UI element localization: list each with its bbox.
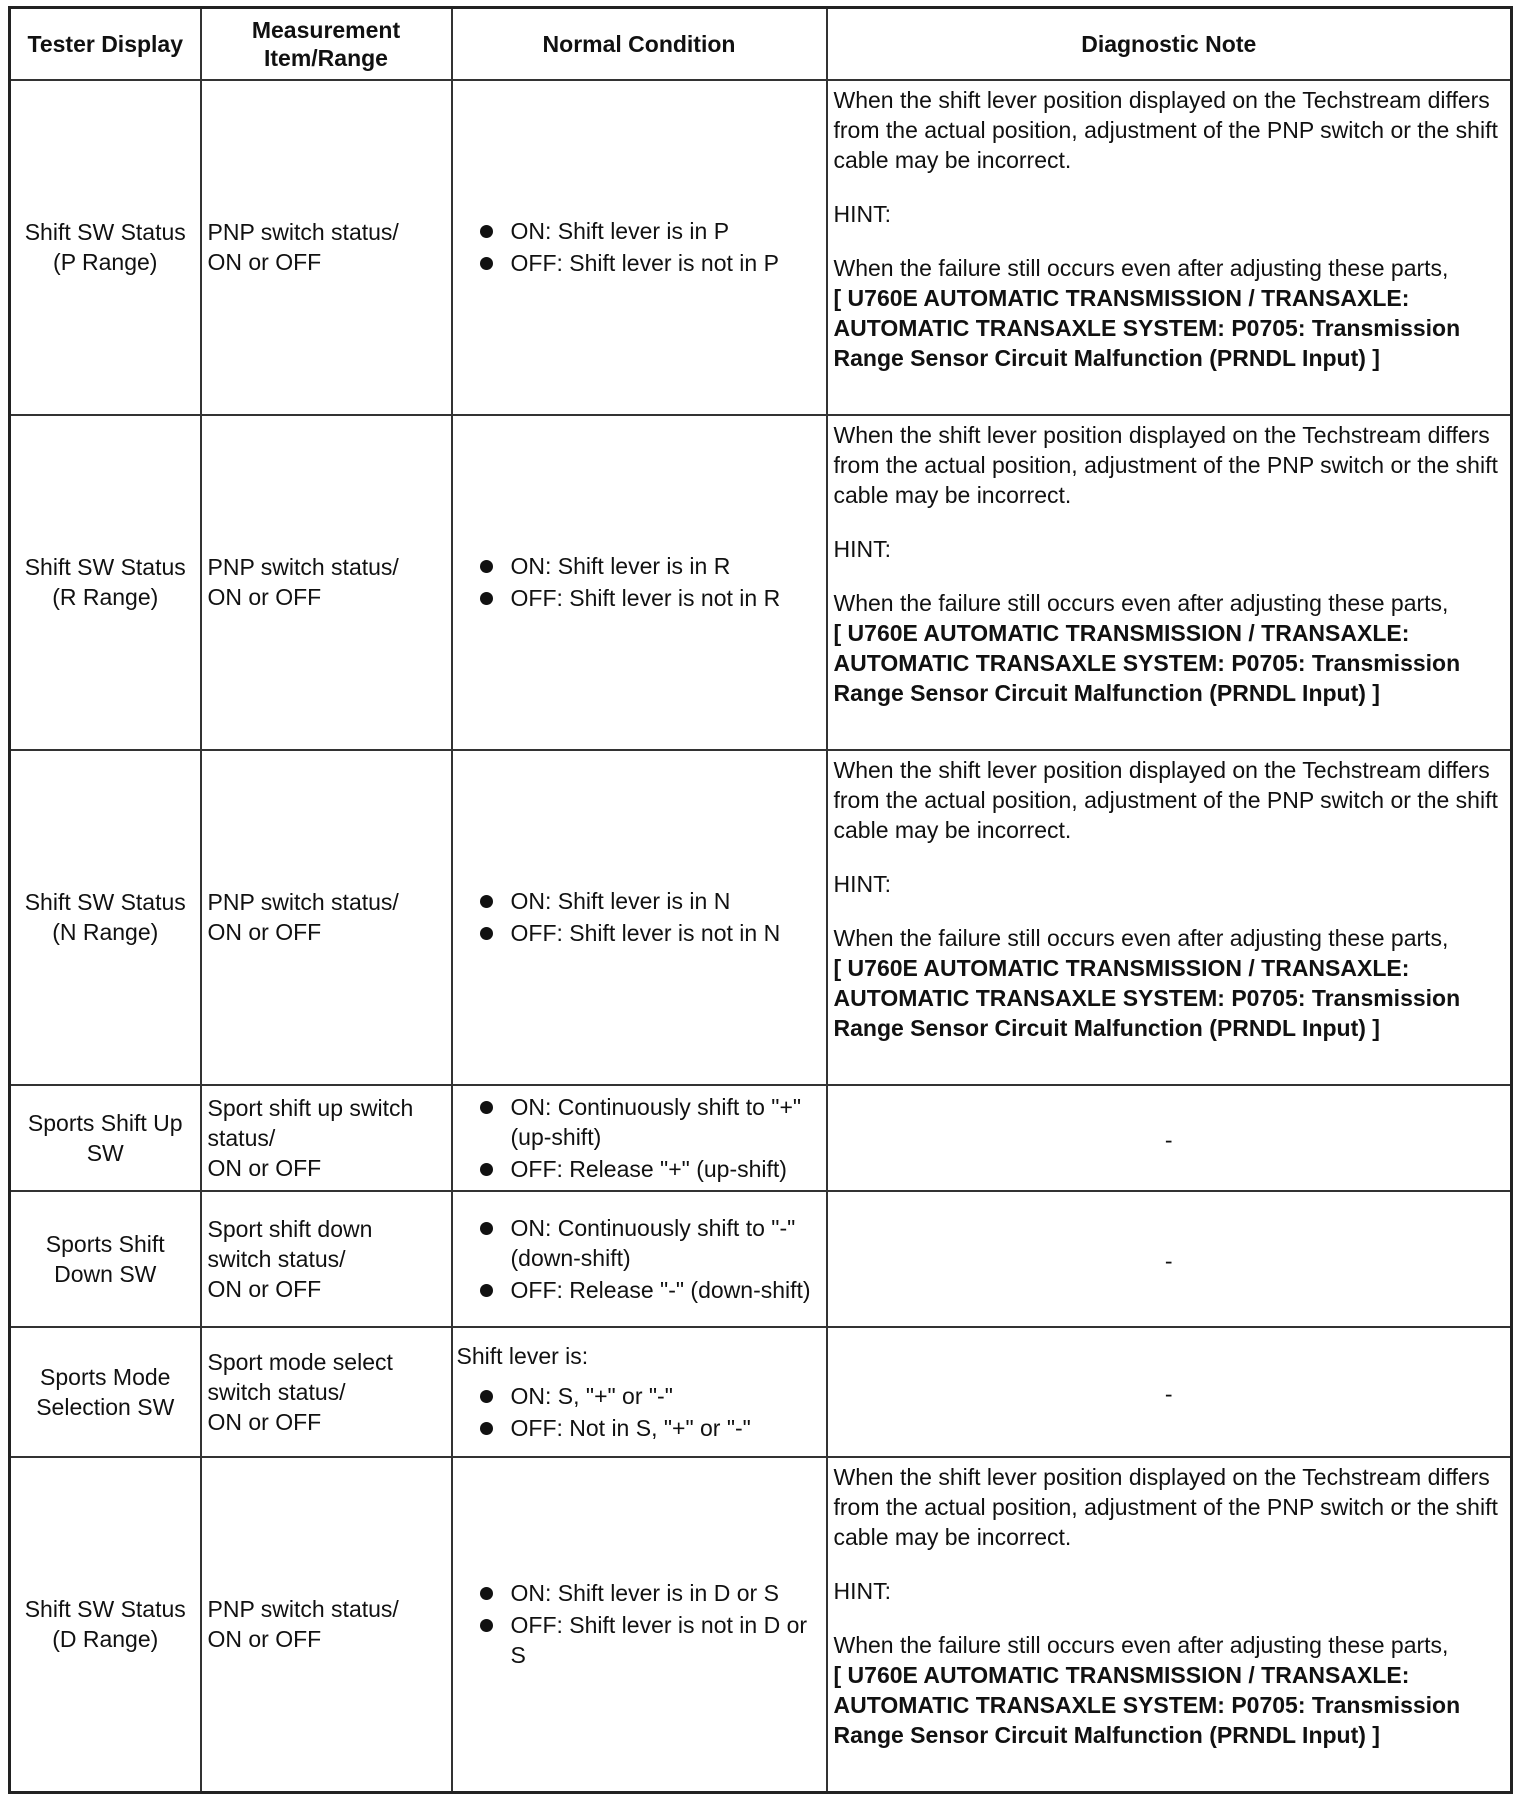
condition-item bbox=[457, 1275, 820, 1305]
note-paragraph: When the failure still occurs even after adjusting these parts, bbox=[833, 589, 1449, 616]
condition-item bbox=[457, 1154, 820, 1184]
table-row bbox=[10, 1191, 1512, 1327]
condition-text: ON: Shift lever is in P bbox=[510, 218, 730, 244]
condition-text: OFF: Shift lever is not in N bbox=[510, 920, 781, 946]
bullet-icon bbox=[480, 1422, 493, 1435]
bullet-icon bbox=[480, 257, 493, 270]
header-diagnostic-note: Diagnostic Note bbox=[827, 8, 1512, 80]
bullet-icon bbox=[480, 1101, 493, 1114]
hint-label: HINT: bbox=[833, 535, 891, 562]
diagnostic-note-cell: - bbox=[827, 1085, 1512, 1191]
header-row bbox=[10, 8, 1512, 80]
tester-display-cell: Sports Shift Down SW bbox=[10, 1191, 201, 1327]
tester-display-cell: Shift SW Status (P Range) bbox=[10, 80, 201, 415]
condition-item bbox=[457, 1092, 820, 1152]
condition-text: ON: Shift lever is in D or S bbox=[510, 1580, 779, 1607]
condition-text: ON: Continuously shift to "-" (down-shift) bbox=[510, 1214, 796, 1271]
condition-item bbox=[457, 1381, 820, 1411]
condition-item bbox=[457, 551, 820, 581]
measurement-cell: Sport shift up switch status/ ON or OFF bbox=[201, 1085, 452, 1191]
normal-condition-cell bbox=[452, 80, 827, 415]
condition-list bbox=[457, 551, 820, 613]
bullet-icon bbox=[480, 1619, 493, 1632]
tester-display-cell: Shift SW Status (D Range) bbox=[10, 1457, 201, 1793]
note-paragraph: When the shift lever position displayed on the Techstream differs from the actual position, adjustment of the PNP switch or the shift cable may be incorrect. bbox=[833, 1463, 1498, 1550]
diagnostic-note-cell bbox=[827, 415, 1512, 750]
condition-item bbox=[457, 1413, 820, 1443]
table-row bbox=[10, 1327, 1512, 1457]
condition-item bbox=[457, 583, 820, 613]
condition-text: OFF: Shift lever is not in D or S bbox=[510, 1612, 808, 1669]
condition-intro: Shift lever is: bbox=[456, 1342, 589, 1369]
hint-label: HINT: bbox=[833, 870, 891, 897]
diagnostic-note-cell: - bbox=[827, 1191, 1512, 1327]
table-row bbox=[10, 1085, 1512, 1191]
bullet-icon bbox=[480, 895, 493, 908]
condition-text: ON: Shift lever is in N bbox=[510, 888, 731, 914]
condition-list bbox=[457, 1578, 820, 1670]
condition-list bbox=[457, 1092, 820, 1184]
measurement-cell: Sport mode select switch status/ ON or OFF bbox=[201, 1327, 452, 1457]
bullet-icon bbox=[480, 1222, 493, 1235]
normal-condition-cell bbox=[452, 415, 827, 750]
header-tester-display: Tester Display bbox=[10, 8, 201, 80]
condition-text: OFF: Release "+" (up-shift) bbox=[510, 1155, 787, 1182]
note-paragraph: When the shift lever position displayed on the Techstream differs from the actual position, adjustment of the PNP switch or the shift cable may be incorrect. bbox=[833, 421, 1498, 508]
note-paragraph: When the failure still occurs even after adjusting these parts, bbox=[833, 254, 1449, 281]
condition-text: ON: Shift lever is in R bbox=[510, 553, 731, 579]
normal-condition-cell bbox=[452, 1457, 827, 1793]
related-procedure-link[interactable]: [ U760E AUTOMATIC TRANSMISSION / TRANSAXLE: AUTOMATIC TRANSAXLE SYSTEM: P0705: Transmission Range Sensor Circuit Malfunction (PRNDL Input) ] bbox=[833, 954, 1461, 1041]
diagnostic-note-cell: - bbox=[827, 1327, 1512, 1457]
condition-item bbox=[457, 1213, 820, 1273]
diagnostic-note-cell bbox=[827, 750, 1512, 1085]
diagnostic-note-cell bbox=[827, 1457, 1512, 1793]
condition-item bbox=[457, 248, 820, 278]
condition-list bbox=[457, 1213, 820, 1305]
normal-condition-cell bbox=[452, 1327, 827, 1457]
bullet-icon bbox=[480, 560, 493, 573]
condition-list bbox=[457, 886, 820, 948]
note-paragraph: When the failure still occurs even after adjusting these parts, bbox=[833, 1631, 1449, 1658]
bullet-icon bbox=[480, 1587, 493, 1600]
related-procedure-link[interactable]: [ U760E AUTOMATIC TRANSMISSION / TRANSAXLE: AUTOMATIC TRANSAXLE SYSTEM: P0705: Transmission Range Sensor Circuit Malfunction (PRNDL Input) ] bbox=[833, 619, 1461, 706]
note-paragraph: When the failure still occurs even after adjusting these parts, bbox=[833, 924, 1449, 951]
condition-text: OFF: Not in S, "+" or "-" bbox=[510, 1414, 751, 1441]
condition-item bbox=[457, 1578, 820, 1608]
bullet-icon bbox=[480, 1284, 493, 1297]
table-row bbox=[10, 1457, 1512, 1793]
bullet-icon bbox=[480, 927, 493, 940]
bullet-icon bbox=[480, 592, 493, 605]
condition-item bbox=[457, 918, 820, 948]
normal-condition-cell bbox=[452, 750, 827, 1085]
tester-display-cell: Sports Mode Selection SW bbox=[10, 1327, 201, 1457]
hint-label: HINT: bbox=[833, 200, 891, 227]
header-measurement: Measurement Item/Range bbox=[201, 8, 452, 80]
condition-item bbox=[457, 1610, 820, 1670]
condition-item bbox=[457, 216, 820, 246]
normal-condition-cell bbox=[452, 1085, 827, 1191]
related-procedure-link[interactable]: [ U760E AUTOMATIC TRANSMISSION / TRANSAXLE: AUTOMATIC TRANSAXLE SYSTEM: P0705: Transmission Range Sensor Circuit Malfunction (PRNDL Input) ] bbox=[833, 284, 1461, 371]
table-row bbox=[10, 415, 1512, 750]
bullet-icon bbox=[480, 1390, 493, 1403]
table-row bbox=[10, 80, 1512, 415]
tester-display-cell: Shift SW Status (N Range) bbox=[10, 750, 201, 1085]
condition-text: ON: S, "+" or "-" bbox=[510, 1382, 673, 1409]
condition-list bbox=[457, 1381, 820, 1443]
header-normal-condition: Normal Condition bbox=[452, 8, 827, 80]
note-paragraph: When the shift lever position displayed on the Techstream differs from the actual position, adjustment of the PNP switch or the shift cable may be incorrect. bbox=[833, 86, 1498, 173]
condition-text: OFF: Shift lever is not in R bbox=[510, 585, 781, 611]
tester-display-cell: Shift SW Status (R Range) bbox=[10, 415, 201, 750]
bullet-icon bbox=[480, 225, 493, 238]
measurement-cell: PNP switch status/ ON or OFF bbox=[201, 750, 452, 1085]
condition-list bbox=[457, 216, 820, 278]
related-procedure-link[interactable]: [ U760E AUTOMATIC TRANSMISSION / TRANSAXLE: AUTOMATIC TRANSAXLE SYSTEM: P0705: Transmission Range Sensor Circuit Malfunction (PRNDL Input) ] bbox=[833, 1661, 1461, 1748]
diagnostic-note-cell bbox=[827, 80, 1512, 415]
note-paragraph: When the shift lever position displayed on the Techstream differs from the actual position, adjustment of the PNP switch or the shift cable may be incorrect. bbox=[833, 756, 1498, 843]
tester-display-cell: Sports Shift Up SW bbox=[10, 1085, 201, 1191]
data-list-table bbox=[8, 6, 1513, 1794]
hint-label: HINT: bbox=[833, 1577, 891, 1604]
condition-item bbox=[457, 886, 820, 916]
normal-condition-cell bbox=[452, 1191, 827, 1327]
measurement-cell: Sport shift down switch status/ ON or OFF bbox=[201, 1191, 452, 1327]
condition-text: OFF: Shift lever is not in P bbox=[510, 250, 779, 276]
condition-text: OFF: Release "-" (down-shift) bbox=[510, 1276, 811, 1303]
measurement-cell: PNP switch status/ ON or OFF bbox=[201, 80, 452, 415]
condition-text: ON: Continuously shift to "+" (up-shift) bbox=[510, 1093, 802, 1150]
measurement-cell: PNP switch status/ ON or OFF bbox=[201, 1457, 452, 1793]
table-row bbox=[10, 750, 1512, 1085]
bullet-icon bbox=[480, 1163, 493, 1176]
measurement-cell: PNP switch status/ ON or OFF bbox=[201, 415, 452, 750]
